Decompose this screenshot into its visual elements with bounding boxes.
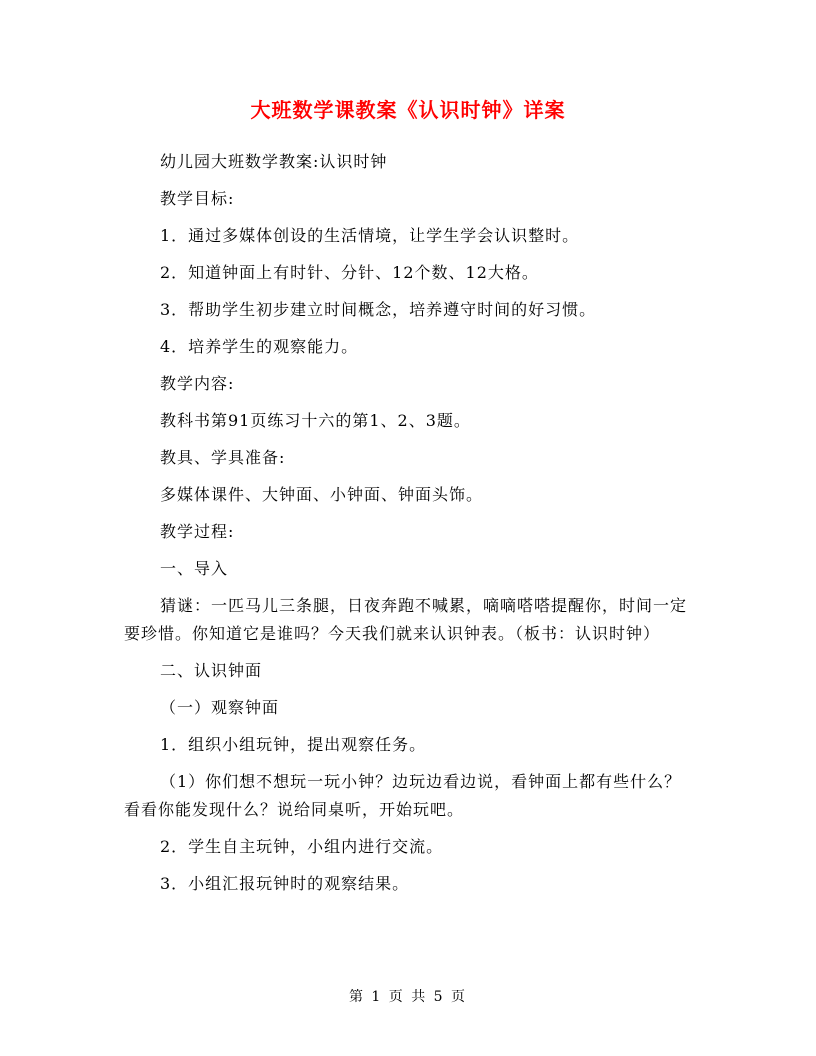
paragraph: 教学过程: xyxy=(160,522,235,541)
paragraph: 4．培养学生的观察能力。 xyxy=(160,337,359,356)
paragraph: （一）观察钟面 xyxy=(160,698,280,717)
page-number: 第 1 页 共 5 页 xyxy=(348,989,468,1005)
document-title: 大班数学课教案《认识时钟》详案 xyxy=(250,98,566,122)
paragraph: 二、认识钟面 xyxy=(160,661,263,680)
paragraph: 1．组织小组玩钟，提出观察任务。 xyxy=(160,735,427,754)
paragraph: 幼儿园大班数学教案:认识时钟 xyxy=(160,152,388,171)
paragraph: 教具、学具准备: xyxy=(160,448,286,467)
paragraph: 1．通过多媒体创设的生活情境，让学生学会认识整时。 xyxy=(160,226,580,245)
document-body xyxy=(124,148,696,907)
paragraph: 教学内容: xyxy=(160,374,235,393)
paragraph: 3．帮助学生初步建立时间概念，培养遵守时间的好习惯。 xyxy=(160,300,597,319)
paragraph: 多媒体课件、大钟面、小钟面、钟面头饰。 xyxy=(160,485,484,504)
paragraph: 3．小组汇报玩钟时的观察结果。 xyxy=(160,874,410,893)
paragraph: （1）你们想不想玩一玩小钟？边玩边看边说，看钟面上都有些什么？看看你能发现什么？说给同桌听，开始玩吧。 xyxy=(124,772,682,819)
paragraph: 猜谜：一匹马儿三条腿，日夜奔跑不喊累，嘀嘀嗒嗒提醒你，时间一定要珍惜。你知道它是谁吗？今天我们就来认识钟表。（板书：认识时钟） xyxy=(124,596,688,643)
paragraph: 教科书第91页练习十六的第1、2、3题。 xyxy=(160,411,471,430)
paragraph: 2．知道钟面上有时针、分针、12个数、12大格。 xyxy=(160,263,539,282)
paragraph: 2．学生自主玩钟，小组内进行交流。 xyxy=(160,837,444,856)
paragraph: 一、导入 xyxy=(160,559,229,578)
paragraph: 教学目标: xyxy=(160,189,235,208)
